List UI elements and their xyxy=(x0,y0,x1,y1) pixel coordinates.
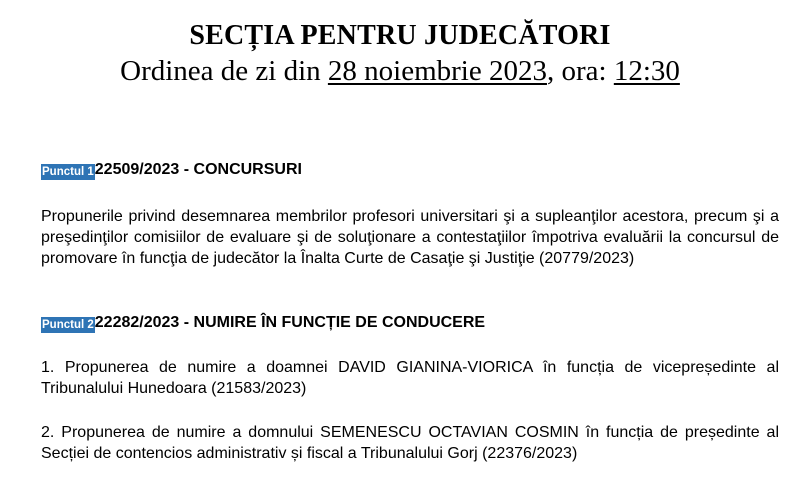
point-2-item-1: 1. Propunerea de numire a doamnei DAVID GIANINA-VIORICA în funcția de vicepreședinte al Tribunalului Hunedoara (21583/2023) xyxy=(41,359,779,397)
point-2-item-2: 2. Propunerea de numire a domnului SEMENESCU OCTAVIAN COSMIN în funcția de președinte al Secției de contencios administrativ și fiscal a Tribunalului Gorj (22376/2023) xyxy=(41,424,779,462)
subtitle-mid: , ora: xyxy=(546,55,614,87)
point-1-item-1: Propunerile privind desemnarea membrilor profesori universitari şi a supleanţilor acestora, precum şi a preşedinţilor comisiilor de evaluare şi de soluţionare a contestaţiilor împotriva evaluării la concursul de promovare în funcţia de judecător la Înalta Curte de Casaţie şi Justiţie (20779/2023) xyxy=(41,208,779,267)
page-title: SECȚIA PENTRU JUDECĂTORI xyxy=(189,20,611,51)
point-2-heading xyxy=(41,314,485,332)
point-1-title: 22509/2023 - CONCURSURI xyxy=(94,161,302,178)
agenda-time: 12:30 xyxy=(613,55,680,87)
point-1-badge: Punctul 1 xyxy=(42,166,94,178)
subtitle-prefix: Ordinea de zi din xyxy=(120,55,328,87)
agenda-subtitle xyxy=(0,55,800,88)
point-2-badge: Punctul 2 xyxy=(42,319,94,331)
agenda-date: 28 noiembrie 2023 xyxy=(327,55,547,87)
point-2-title: 22282/2023 - NUMIRE ÎN FUNCȚIE DE CONDUCERE xyxy=(94,314,486,331)
point-1-heading xyxy=(41,161,302,179)
